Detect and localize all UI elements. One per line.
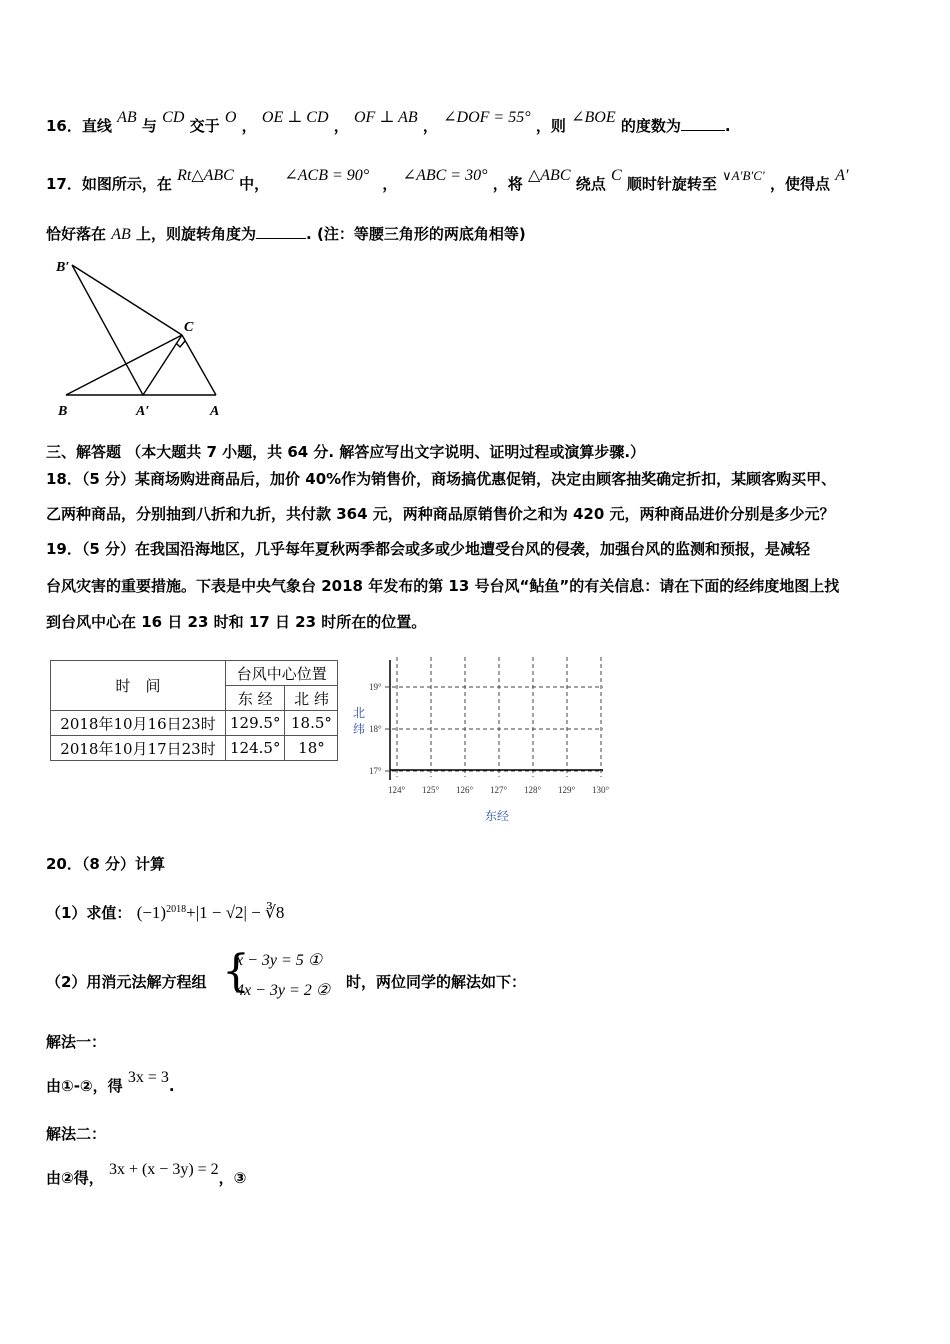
q17-segment-ab: AB (111, 226, 131, 243)
q16-end: . (724, 117, 731, 135)
segment-b-prime-c (72, 265, 182, 335)
q20-part1-rest: +|1 − √2| − ∛8 (186, 903, 285, 922)
q16-sep: ， (422, 117, 438, 135)
q17-rotated-triangle: ∨A′B′C′ (722, 168, 765, 183)
question-19-line1: 19．（5 分）在我国沿海地区，几乎每年夏秋两季都会或多或少地遭受台风的侵袭，加强台风的监测和预报，是减轻 (46, 540, 811, 558)
lon-tick-label: 126° (456, 785, 474, 795)
q16-angle-dof: ∠DOF = 55° (443, 109, 531, 126)
map-x-title: 东经 (485, 809, 510, 823)
q16-sep: ， (241, 117, 257, 135)
q17-rt-triangle: Rt△ABC (177, 167, 234, 184)
lat-tick-label: 19° (369, 682, 382, 692)
table-cell-time: 2018年10月16日23时 (51, 711, 226, 736)
table-header-time: 时 间 (51, 661, 226, 711)
q20-part2 (46, 972, 206, 992)
q17-angle-acb: ∠ACB = 90° (284, 167, 370, 184)
label-a-prime: A′ (136, 404, 150, 419)
q17-point-c: C (610, 167, 622, 184)
solution-1-text: 由①-②，得 (46, 1077, 123, 1095)
q17-triangle: △ABC (527, 167, 571, 184)
typhoon-info-table (50, 660, 338, 761)
lon-tick-label: 130° (592, 785, 610, 795)
lon-tick-label: 124° (388, 785, 406, 795)
table-cell-north: 18° (285, 736, 338, 761)
lon-tick-label: 128° (524, 785, 542, 795)
q17-text: 绕点 (575, 175, 606, 193)
q20-part2-label: （2）用消元法解方程组 (46, 973, 207, 991)
label-b-prime: B′ (56, 260, 70, 275)
question-19-line3: 到台风中心在 16 日 23 时和 17 日 23 时所在的位置。 (46, 613, 427, 631)
q20-part2-tail: 时，两位同学的解法如下： (346, 973, 527, 991)
table-row (51, 711, 338, 736)
question-17-line1: 17．如图所示，在 Rt△ABC 中， ∠ACB = 90° ， ∠ABC = 30° ，将 △ABC 绕点 C 顺时针旋转至 ∨A′B′C′ ，使得点 A′ (46, 167, 849, 193)
q16-sep: ， (333, 117, 349, 135)
solution-1-end: . (168, 1077, 175, 1095)
system-equation-2: 4x − 3y = 2 ② (236, 982, 331, 999)
q17-answer-blank[interactable] (256, 224, 306, 239)
q16-number: 16．直线 (46, 117, 112, 135)
q16-text: 的度数为 (620, 117, 681, 135)
question-18-line1: 18．（5 分）某商场购进商品后，加价 40%作为销售价，商场搞优惠促销，决定由顾客抽奖确定折扣，某顾客购买甲、 (46, 470, 837, 488)
q16-text: 交于 (189, 117, 220, 135)
segment-b-prime-a-prime (72, 265, 143, 395)
system-equation-1: x − 3y = 5 ① (236, 952, 323, 969)
q20-part1-exponent: 2018 (166, 904, 187, 915)
question-16 (46, 109, 731, 137)
table-row (51, 736, 338, 761)
q20-part1 (46, 900, 284, 923)
lat-lon-map (345, 655, 615, 830)
label-a: A (210, 404, 220, 419)
q16-point-o: O (224, 109, 237, 126)
lon-tick-label: 125° (422, 785, 440, 795)
segment-b-c (66, 335, 182, 395)
solution-2-step (46, 1161, 247, 1189)
q16-text: ，则 (535, 117, 566, 135)
question-19-line2: 台风灾害的重要措施。下表是中央气象台 2018 年发布的第 13 号台风“鲇鱼”的有关信息：请在下面的经纬度地图上找 (46, 577, 840, 595)
table-cell-north: 18.5° (285, 711, 338, 736)
table-cell-east: 129.5° (226, 711, 285, 736)
lat-tick-label: 17° (369, 766, 382, 776)
q16-text: 与 (141, 117, 157, 135)
solution-2-end: ，③ (218, 1169, 247, 1187)
lon-tick-label: 129° (558, 785, 576, 795)
map-y-title: 北纬 (353, 706, 366, 736)
question-20-title: 20．（8 分）计算 (46, 855, 166, 873)
q16-segment-cd: CD (162, 109, 185, 126)
solution-1-title: 解法一： (46, 1033, 107, 1051)
solution-2-title: 解法二： (46, 1125, 107, 1143)
system-brace: { (222, 946, 250, 997)
q17-angle-abc: ∠ABC = 30° (402, 167, 488, 184)
label-c: C (184, 320, 194, 335)
lat-tick-label: 18° (369, 724, 382, 734)
q16-of-perp-ab: OF ⊥ AB (354, 109, 418, 126)
solution-2-text: 由②得， (46, 1169, 104, 1187)
segment-c-a (182, 335, 216, 395)
q17-number: 17．如图所示，在 (46, 175, 172, 193)
label-b: B (58, 404, 68, 419)
table-cell-time: 2018年10月17日23时 (51, 736, 226, 761)
q16-oe-perp-cd: OE ⊥ CD (261, 109, 329, 126)
q17-text: ，将 (492, 175, 523, 193)
q17-text: 中， (239, 175, 270, 193)
solution-1-step (46, 1069, 175, 1097)
question-17-line2 (46, 224, 526, 245)
lon-tick-label: 127° (490, 785, 508, 795)
table-cell-east: 124.5° (226, 736, 285, 761)
section-3-heading: 三、解答题 （本大题共 7 小题，共 64 分. 解答应写出文字说明、证明过程或演算步骤.） (46, 443, 646, 461)
q16-segment-ab: AB (117, 109, 137, 126)
q17-text: 上，则旋转角度为 (136, 225, 257, 243)
q20-part1-base: (−1) (136, 903, 167, 922)
table-header-north: 北 纬 (285, 686, 338, 711)
figure-17 (48, 255, 233, 425)
q16-angle-boe: ∠BOE (571, 109, 616, 126)
solution-2-equation: 3x + (x − 3y) = 2 (108, 1161, 219, 1178)
q17-point-a-prime: A′ (835, 167, 849, 184)
q17-note: . (注：等腰三角形的两底角相等) (306, 225, 526, 243)
q20-part1-label: （1）求值： (46, 904, 132, 922)
solution-1-equation: 3x = 3 (127, 1069, 169, 1086)
q16-answer-blank[interactable] (681, 116, 725, 131)
q17-text: ，使得点 (769, 175, 830, 193)
q17-text: 恰好落在 (46, 225, 107, 243)
question-18-line2: 乙两种商品，分别抽到八折和九折，共付款 364 元，两种商品原销售价之和为 420 元，两种商品进价分别是多少元？ (46, 505, 835, 523)
table-header-position: 台风中心位置 (226, 661, 338, 686)
q17-text: 顺时针旋转至 (626, 175, 717, 193)
table-header-east: 东 经 (226, 686, 285, 711)
